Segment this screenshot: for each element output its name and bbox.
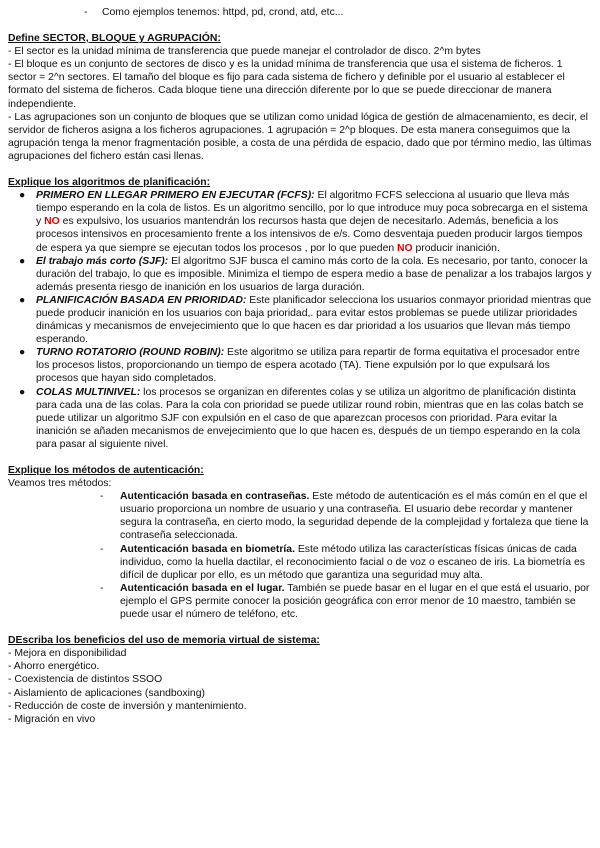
list-item-round-robin: ● TURNO ROTATORIO (ROUND ROBIN): Este algoritmo se utiliza para repartir de forma equitativa el procesador entre los procesos listos, proporcionando un tiempo de espera acotado (TA). Tiene expulsión por lo que expulsará los procesos que hayan sido completados. — [19, 347, 580, 385]
benefit-item: - Ahorro energético. — [8, 661, 100, 673]
benefit-item: - Migración en vivo — [8, 713, 96, 725]
intro-list-item: - Como ejemplos tenemos: httpd, pd, crond, atd, etc... — [84, 7, 344, 18]
algorithm-term: PRIMERO EN LLEGAR PRIMERO EN EJECUTAR (FCFS): — [36, 190, 315, 202]
auth-method-term: Autenticación basada en el lugar. — [120, 582, 285, 594]
algorithm-term: COLAS MULTINIVEL: — [36, 386, 141, 398]
algorithm-list — [8, 189, 592, 451]
bullet-icon: ● — [19, 347, 26, 359]
benefit-item: - Coexistencia de distintos SSOO — [8, 674, 163, 686]
dash-marker: - — [100, 582, 104, 594]
sector-paragraph: - El sector es la unidad mínima de transferencia que puede manejar el controlador de disco. 2^m bytes — [8, 46, 481, 58]
list-item-fcfs: ● PRIMERO EN LLEGAR PRIMERO EN EJECUTAR (FCFS): El algoritmo FCFS selecciona al usuario que lleva más tiempo esperando en la cola de listos. Es un algoritmo sencillo, por lo que introduce muy poca sobrecarga en el sistema y NO es expulsivo, los usuarios mantendrán los recursos hasta que dejen de necesitarlo. Además, beneficia a los procesos intensivos en procesamiento frente a los intensivos de e/s. Como desventaja pueden producir largos tiempos de espera ya que siempre se ejecutan todos los procesos , por lo que pueden NO producir inanición. — [19, 190, 588, 254]
dash-marker: - — [100, 491, 104, 503]
section-memoria-heading: DEscriba los beneficios del uso de memoria virtual de sistema: — [8, 635, 320, 647]
bullet-icon: ● — [19, 255, 26, 267]
algorithm-term: El trabajo más corto (SJF): — [36, 255, 169, 267]
benefit-item: - Aislamiento de aplicaciones (sandboxing) — [8, 687, 205, 699]
auth-method-term: Autenticación basada en biometría. — [120, 543, 295, 555]
auth-method-list — [8, 490, 592, 621]
section-autenticacion-heading: Explique los métodos de autenticación: — [8, 465, 204, 476]
section-planificacion-heading: Explique los algoritmos de planificación: — [8, 177, 211, 189]
list-item-biometria: - Autenticación basada en biometría. Este método utiliza las características físicas únicas de cada individuo, como la huella dactilar, el reconocimiento facial o de voz o escaneo de iris. La biometría es difícil de duplicar por ello, es un método que garantiza una seguridad muy alta. — [100, 543, 585, 581]
autenticacion-intro: Veamos tres métodos: — [8, 478, 112, 490]
algorithm-term: TURNO ROTATORIO (ROUND ROBIN): — [36, 347, 225, 359]
section-sector-heading: Define SECTOR, BLOQUE y AGRUPACIÓN: — [8, 33, 221, 45]
bloque-paragraph: - El bloque es un conjunto de sectores de disco y es la unidad mínima de transferencia que usa el sistema de ficheros. 1 sector = 2^n sectores. El tamaño del bloque es fijo para cada sistema de fichero y definible por el usuario al establecer el formato del sistema de ficheros. Cada bloque tiene una dirección diferente por lo que se puede direccionar de manera independiente. — [8, 59, 565, 110]
dash-marker: - — [84, 7, 88, 18]
list-item-prioridad: ● PLANIFICACIÓN BASADA EN PRIORIDAD: Este planificador selecciona los usuarios conmayor prioridad mientras que puede producir inanición en los usuarios con baja prioridad,. para evitar estos problemas se puede utilizar prioridades dinámicas y mecanismos de envejecimiento que lo que hacen es dar prioridad a los usuarios que llevan más tiempo esperando. — [19, 294, 592, 346]
list-item-sjf: ● El trabajo más corto (SJF): El algoritmo SJF busca el camino más corto de la cola. Es necesario, por tanto, conocer la duración del trabajo, lo que es imposible. Minimiza el tiempo de espera medio a base de penalizar a los trabajos largos y además presenta riesgo de inanición en los usuarios de larga duración. — [19, 255, 592, 293]
algorithm-term: PLANIFICACIÓN BASADA EN PRIORIDAD: — [36, 294, 247, 306]
list-item-contrasenas: - Autenticación basada en contraseñas. Este método de autenticación es el más común en el que el usuario proporciona un nombre de usuario y una contraseña. El usuario debe recordar y mantener segura la contraseña, en cierto modo, la seguridad depende de la complejidad y fortaleza que tiene la contraseña seleccionada. — [100, 491, 589, 542]
no-highlight: NO — [44, 216, 60, 228]
list-item-multinivel: ● COLAS MULTINIVEL: los procesos se organizan en diferentes colas y se utiliza un algoritmo de planificación distinta para cada una de las colas. Para la cola con prioridad se puede utilizar round robin, mientras que en las colas batch se puede utilizar un algoritmo SJF con expulsión en el caso de que aparezcan procesos con prioridad. Para evitar la inanición se añaden mecanismos de envejecimiento que lo que hacen es, después de un tiempo esperando en la cola para pasar al siguiente nivel. — [19, 386, 584, 450]
auth-method-term: Autenticación basada en contraseñas. — [120, 491, 310, 503]
benefit-item: - Reducción de coste de inversión y mantenimiento. — [8, 700, 247, 712]
no-highlight: NO — [397, 242, 413, 254]
bullet-icon: ● — [19, 190, 26, 202]
agrupacion-paragraph: - Las agrupaciones son un conjunto de bloques que se utilizan como unidad lógica de gestión de almacenamiento, es decir, el servidor de ficheros asigna a los ficheros agrupaciones. 1 agrupación = 2^p bloques. De esta manera conseguimos que la agrupación tenga la menor fragmentación posible, a costa de una pérdida de espacio, dado que por término medio, las últimas agrupaciones del fichero están casi llenas. — [8, 111, 592, 162]
bullet-icon: ● — [19, 294, 26, 306]
bullet-icon: ● — [19, 386, 26, 398]
list-item-lugar: - Autenticación basada en el lugar. También se puede basar en el lugar en el que está el usuario, por ejemplo el GPS permite conocer la posición geográfica con error menor de 10 maestro, también se puede usar el número de teléfono, etc. — [100, 582, 590, 621]
dash-marker: - — [100, 543, 104, 555]
benefit-item: - Mejora en disponibilidad — [8, 648, 127, 660]
